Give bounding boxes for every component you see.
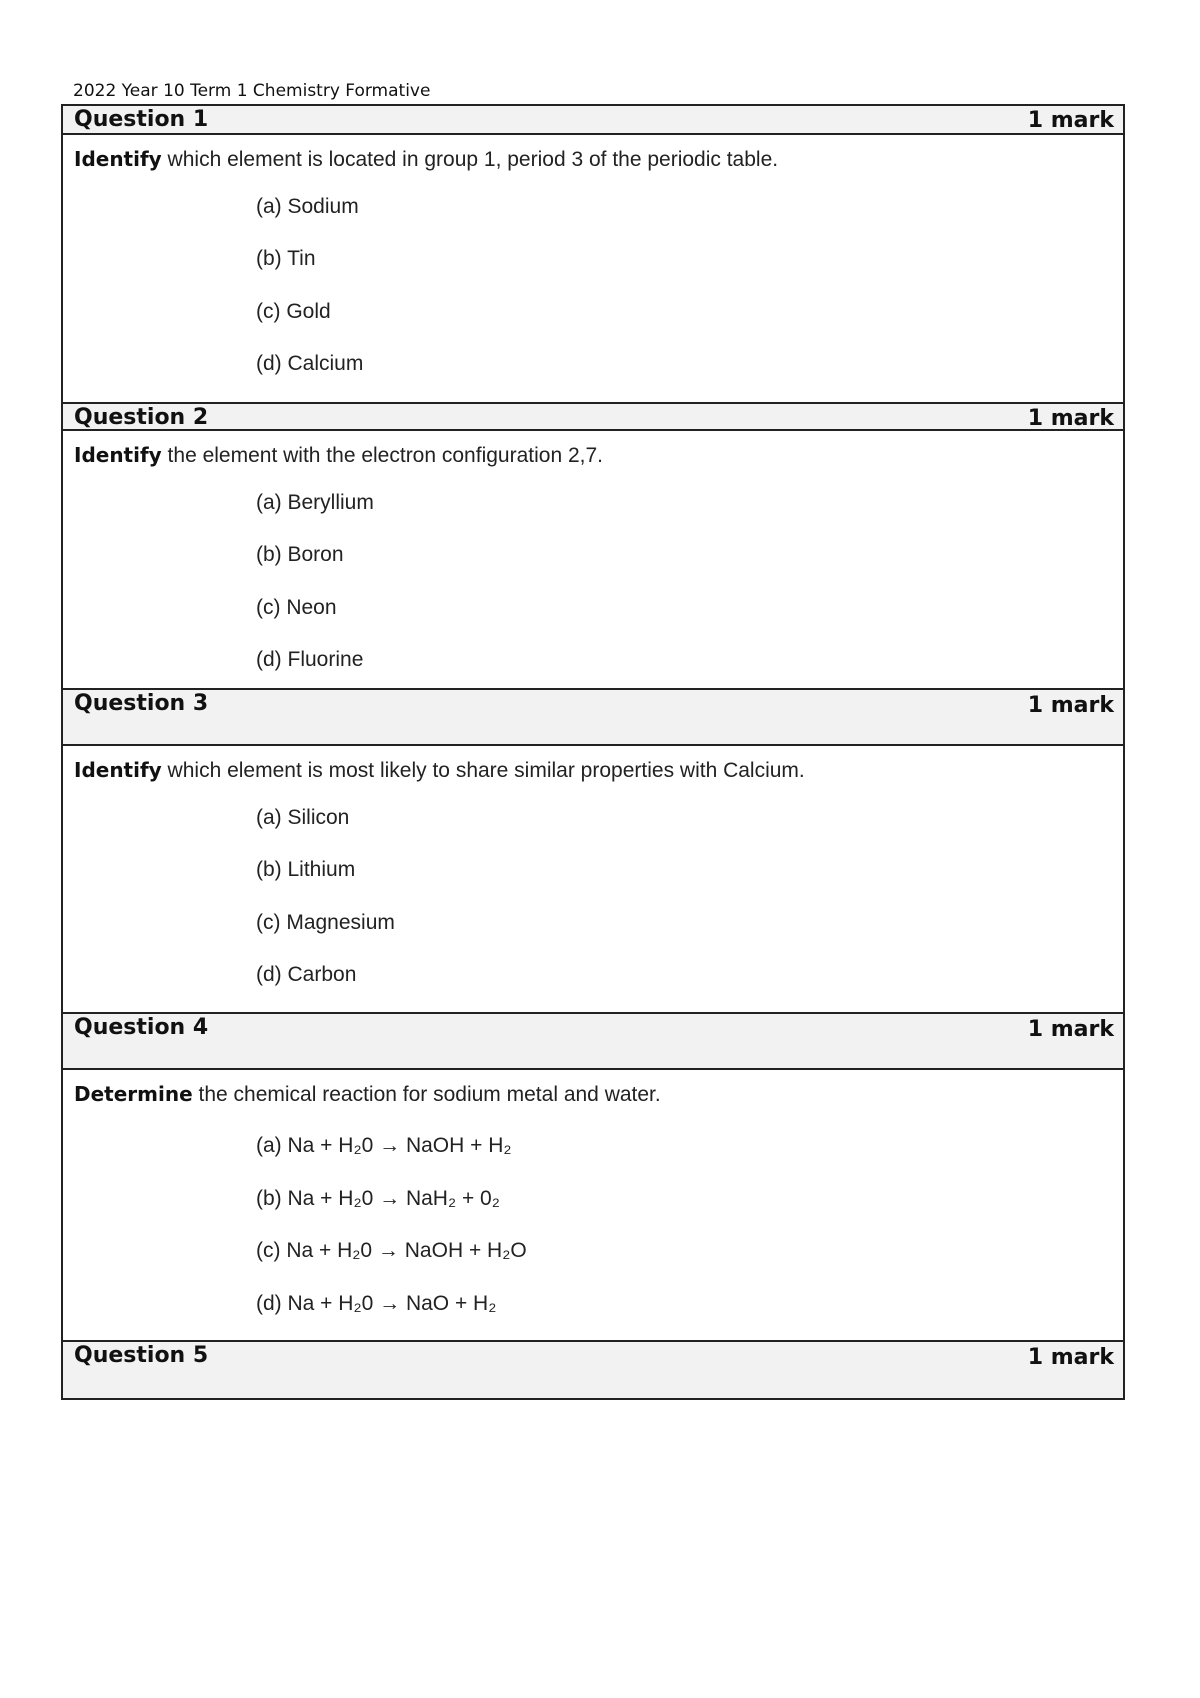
question-2-header <box>63 402 1123 431</box>
question-table <box>61 104 1125 1400</box>
question-2-option-c[interactable]: (c) Neon <box>256 596 337 619</box>
question-1-option-a[interactable]: (a) Sodium <box>256 195 359 218</box>
question-3-option-a[interactable]: (a) Silicon <box>256 806 350 829</box>
question-4-header <box>63 1012 1123 1070</box>
question-3-header <box>63 688 1123 746</box>
question-4-option-d[interactable]: (d) Na + H₂0 → NaO + H₂ <box>256 1292 497 1315</box>
question-4-body <box>63 1070 1123 1340</box>
question-3-prompt <box>74 758 805 783</box>
question-3-verb: Identify <box>74 758 162 782</box>
question-1-prompt-text: which element is located in group 1, period 3 of the periodic table. <box>161 148 779 171</box>
question-3-option-c[interactable]: (c) Magnesium <box>256 911 395 934</box>
question-4-title: Question 4 <box>74 1015 209 1040</box>
question-4-prompt-text: the chemical reaction for sodium metal and water. <box>192 1083 661 1106</box>
question-1-option-b[interactable]: (b) Tin <box>256 247 316 270</box>
question-1-prompt <box>74 147 778 172</box>
question-3-title: Question 3 <box>74 691 209 716</box>
question-4-mark: 1 mark <box>1027 1017 1114 1042</box>
question-1-title: Question 1 <box>74 107 209 132</box>
question-2-prompt <box>74 443 603 468</box>
question-3-body <box>63 746 1123 1012</box>
question-5-header <box>63 1340 1123 1398</box>
question-1-option-c[interactable]: (c) Gold <box>256 300 331 323</box>
question-4-verb: Determine <box>74 1082 193 1106</box>
question-3-option-b[interactable]: (b) Lithium <box>256 858 356 881</box>
question-5-mark: 1 mark <box>1027 1345 1114 1370</box>
page-title: 2022 Year 10 Term 1 Chemistry Formative <box>73 81 431 101</box>
question-2-body <box>63 431 1123 688</box>
question-2-title: Question 2 <box>74 405 209 430</box>
question-2-option-b[interactable]: (b) Boron <box>256 543 344 566</box>
question-3-prompt-text: which element is most likely to share similar properties with Calcium. <box>161 759 805 782</box>
question-4-option-a[interactable]: (a) Na + H₂0 → NaOH + H₂ <box>256 1134 512 1157</box>
question-4-prompt <box>74 1082 661 1107</box>
question-5-title: Question 5 <box>74 1343 209 1368</box>
question-2-option-d[interactable]: (d) Fluorine <box>256 648 364 671</box>
question-4-option-c[interactable]: (c) Na + H₂0 → NaOH + H₂O <box>256 1239 527 1262</box>
question-1-option-d[interactable]: (d) Calcium <box>256 352 364 375</box>
question-2-mark: 1 mark <box>1027 406 1114 431</box>
question-1-verb: Identify <box>74 147 162 171</box>
question-1-body <box>63 135 1123 402</box>
question-3-option-d[interactable]: (d) Carbon <box>256 963 357 986</box>
question-3-mark: 1 mark <box>1027 693 1114 718</box>
question-4-option-b[interactable]: (b) Na + H₂0 → NaH₂ + 0₂ <box>256 1187 500 1210</box>
question-1-mark: 1 mark <box>1027 108 1114 133</box>
question-2-prompt-text: the element with the electron configuration 2,7. <box>161 444 603 467</box>
question-1-header <box>63 106 1123 135</box>
question-2-verb: Identify <box>74 443 162 467</box>
question-2-option-a[interactable]: (a) Beryllium <box>256 491 374 514</box>
